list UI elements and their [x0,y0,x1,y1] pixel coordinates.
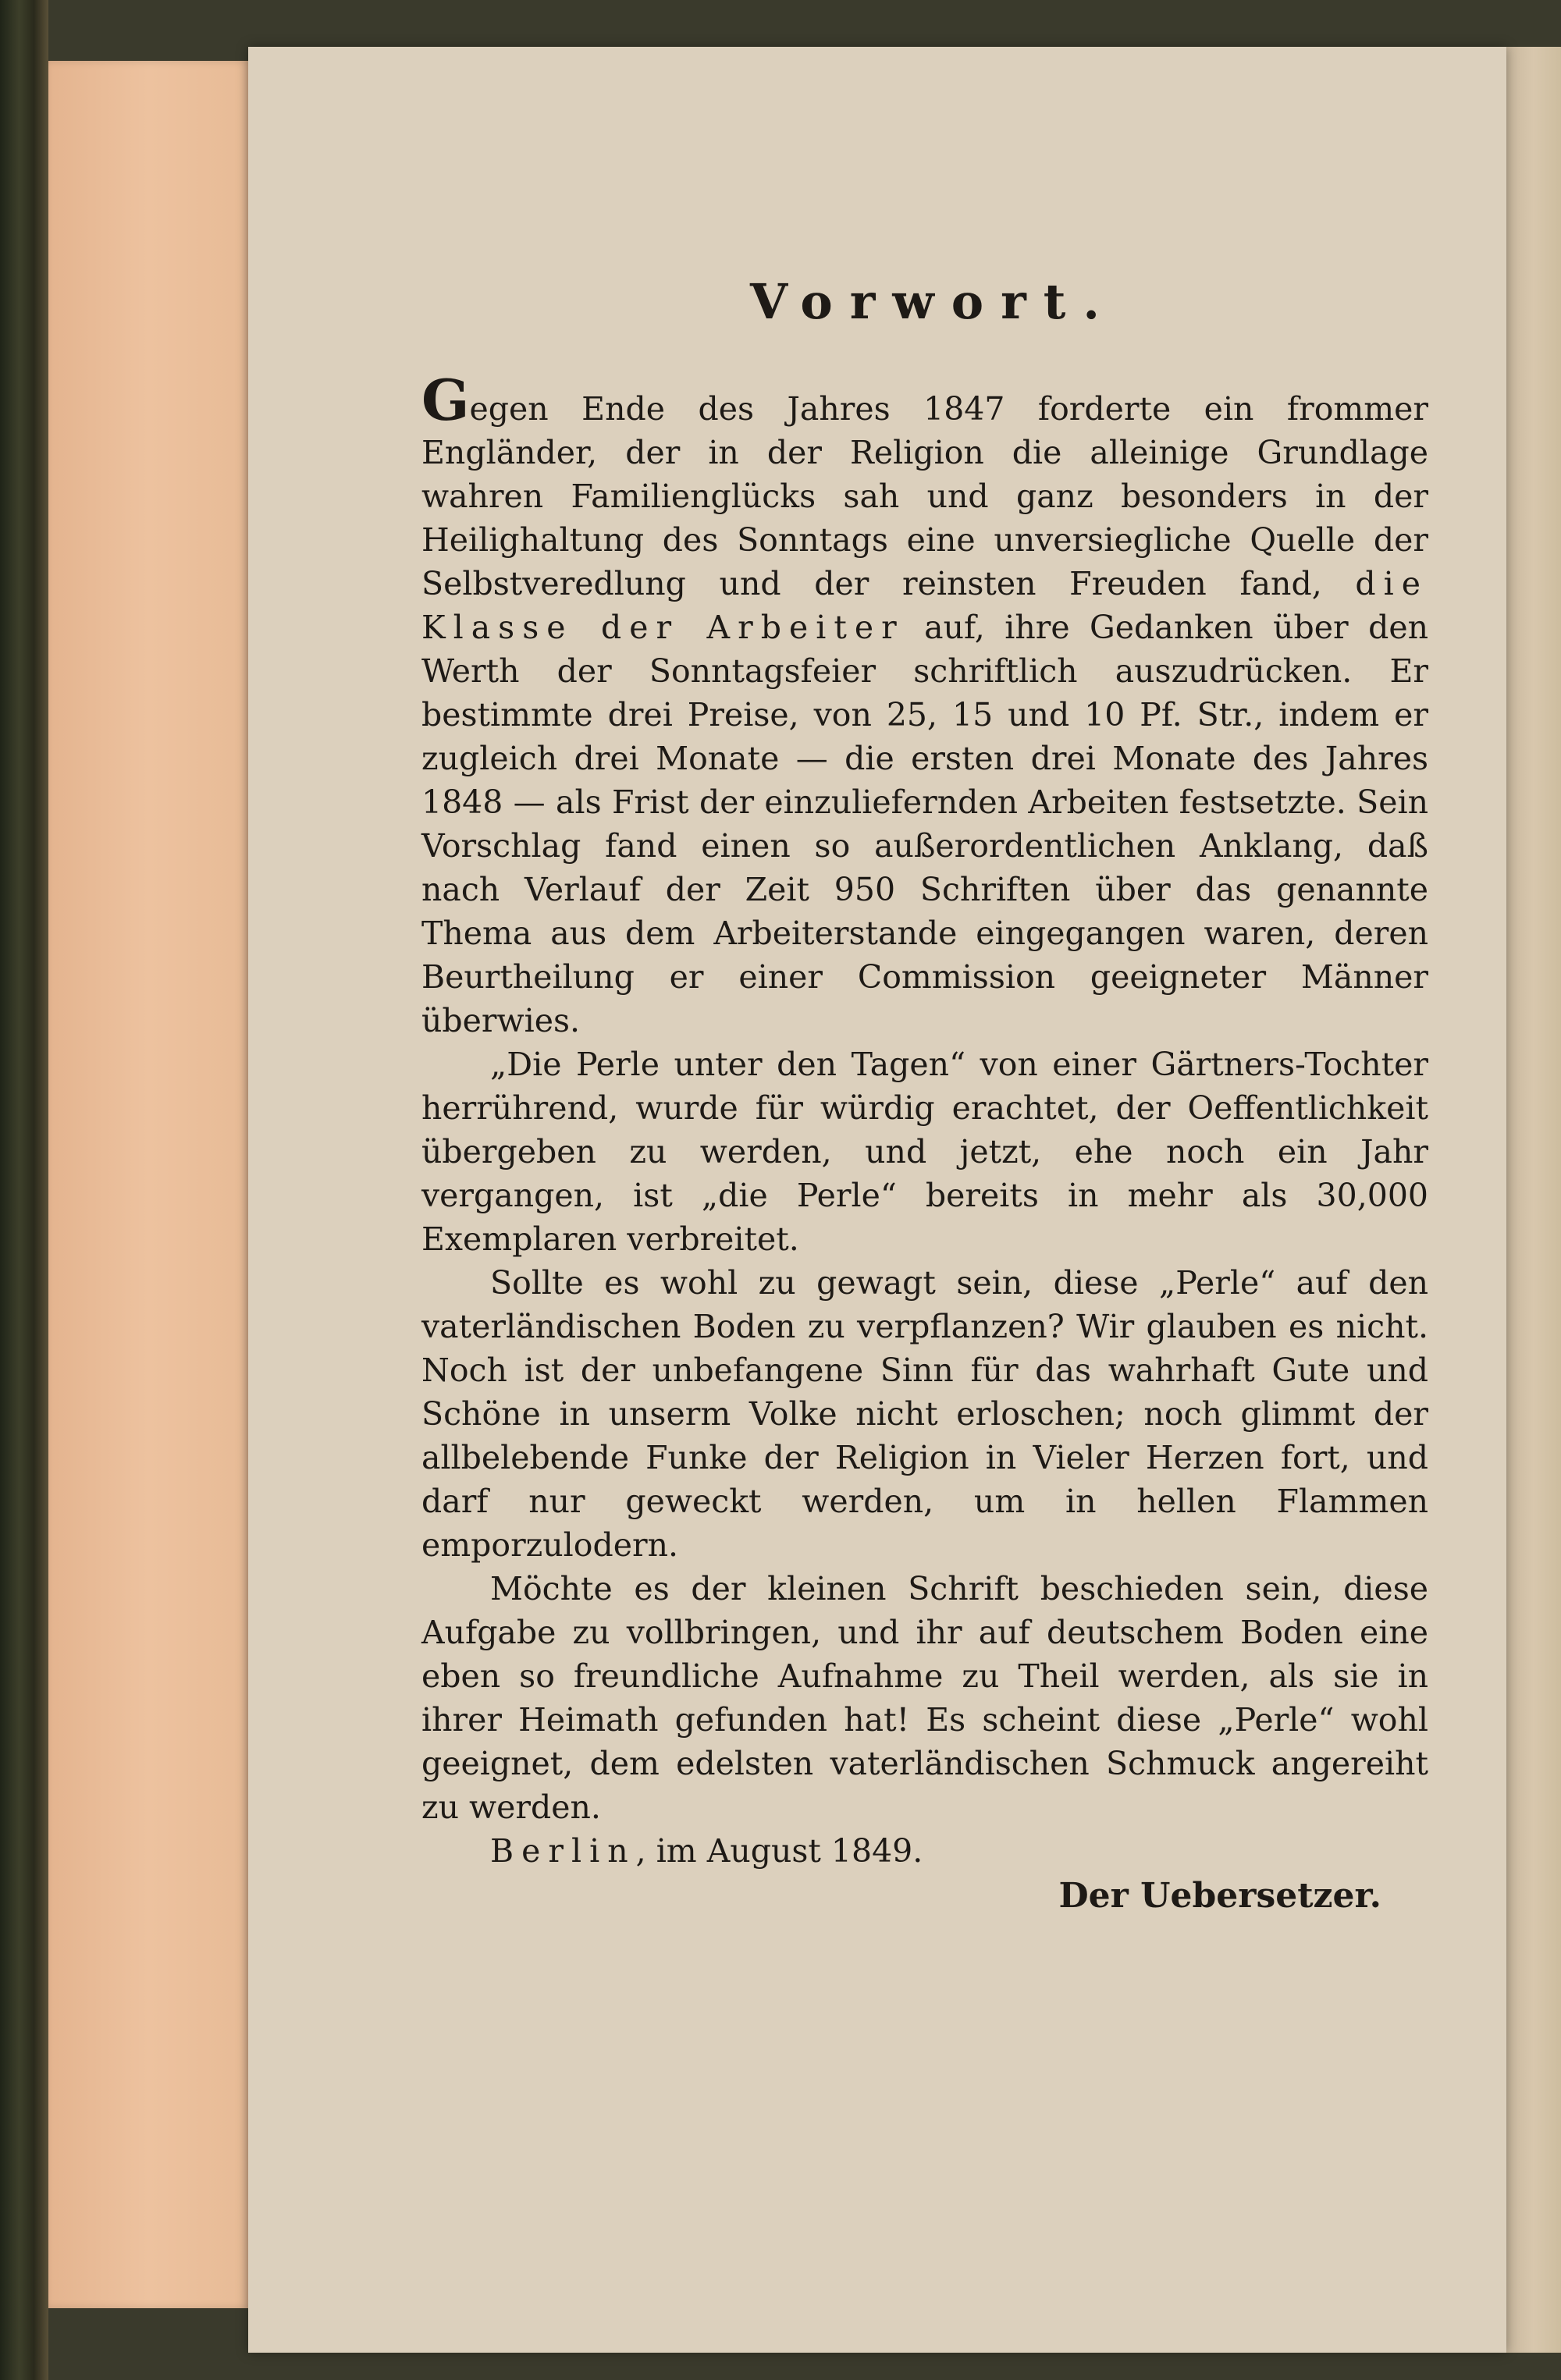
signature: Der Uebersetzer. [1058,1876,1381,1916]
paragraph-1-emphasis: die Klasse der Arbeiter [421,565,1428,646]
paragraph-2: „Die Perle unter den Tagen“ von einer Gärtners-Tochter herrührend, wurde für würdig erachtet, der Oeffentlichkeit übergeben zu werden, und jetzt, ehe noch ein Jahr vergangen, ist „die Perle“ bereits in mehr als 30,000 Exemplaren verbreitet. [421,1046,1428,1258]
page-edge [1506,47,1561,2353]
book-binding [0,0,48,2380]
place-date [490,1829,923,1873]
flyleaf [48,61,250,2308]
closing [421,1829,1428,1916]
drop-cap: G [421,367,470,433]
place: Berlin [490,1832,636,1870]
paragraph-3: Sollte es wohl zu gewagt sein, diese „Perle“ auf den vaterländischen Boden zu verpflanzen? Wir glauben es nicht. Noch ist der unbefangene Sinn für das wahrhaft Gute und Schöne in unserm Volke nicht erloschen; noch glimmt der allbelebende Funke der Religion in Vieler Herzen fort, und darf nur geweckt werden, um in hellen Flammen emporzulodern. [421,1264,1428,1564]
paragraph-1-text: egen Ende des Jahres 1847 forderte ein frommer Engländer, der in der Religion die alleinige Grundlage wahren Familienglücks sah und ganz besonders in der Heilighaltung des Sonntags eine unversiegliche Quelle der Selbstveredlung und der reinsten Freuden fand, [421,390,1428,602]
paragraph-1 [421,367,1429,1043]
paragraph-4: Möchte es der kleinen Schrift beschieden sein, diese Aufgabe zu vollbringen, und ihr auf deutschem Boden eine eben so freundliche Aufnahme zu Theil werden, als sie in ihrer Heimath gefunden hat! Es scheint diese „Perle“ wohl geeignet, dem edelsten vaterländischen Schmuck angereiht zu werden. [421,1570,1428,1826]
text-block [421,273,1429,1916]
date: , im August 1849. [635,1832,923,1870]
book-page [248,47,1506,2353]
page-heading: Vorwort. [749,273,1118,330]
paragraph-1-text-after: auf, ihre Gedanken über den Werth der Sonntagsfeier schriftlich auszudrücken. Er bestimmte drei Preise, von 25, 15 und 10 Pf. Str., indem er zugleich drei Monate — die ersten drei Monate des Jahres 1848 — als Frist der einzuliefernden Arbeiten festsetzte. Sein Vorschlag fand einen so außerordentlichen Anklang, daß nach Verlauf der Zeit 950 Schriften über das genannte Thema aus dem Arbeiterstande eingegangen waren, deren Beurtheilung er einer Commission geeigneter Männer überwies. [421,609,1429,1039]
